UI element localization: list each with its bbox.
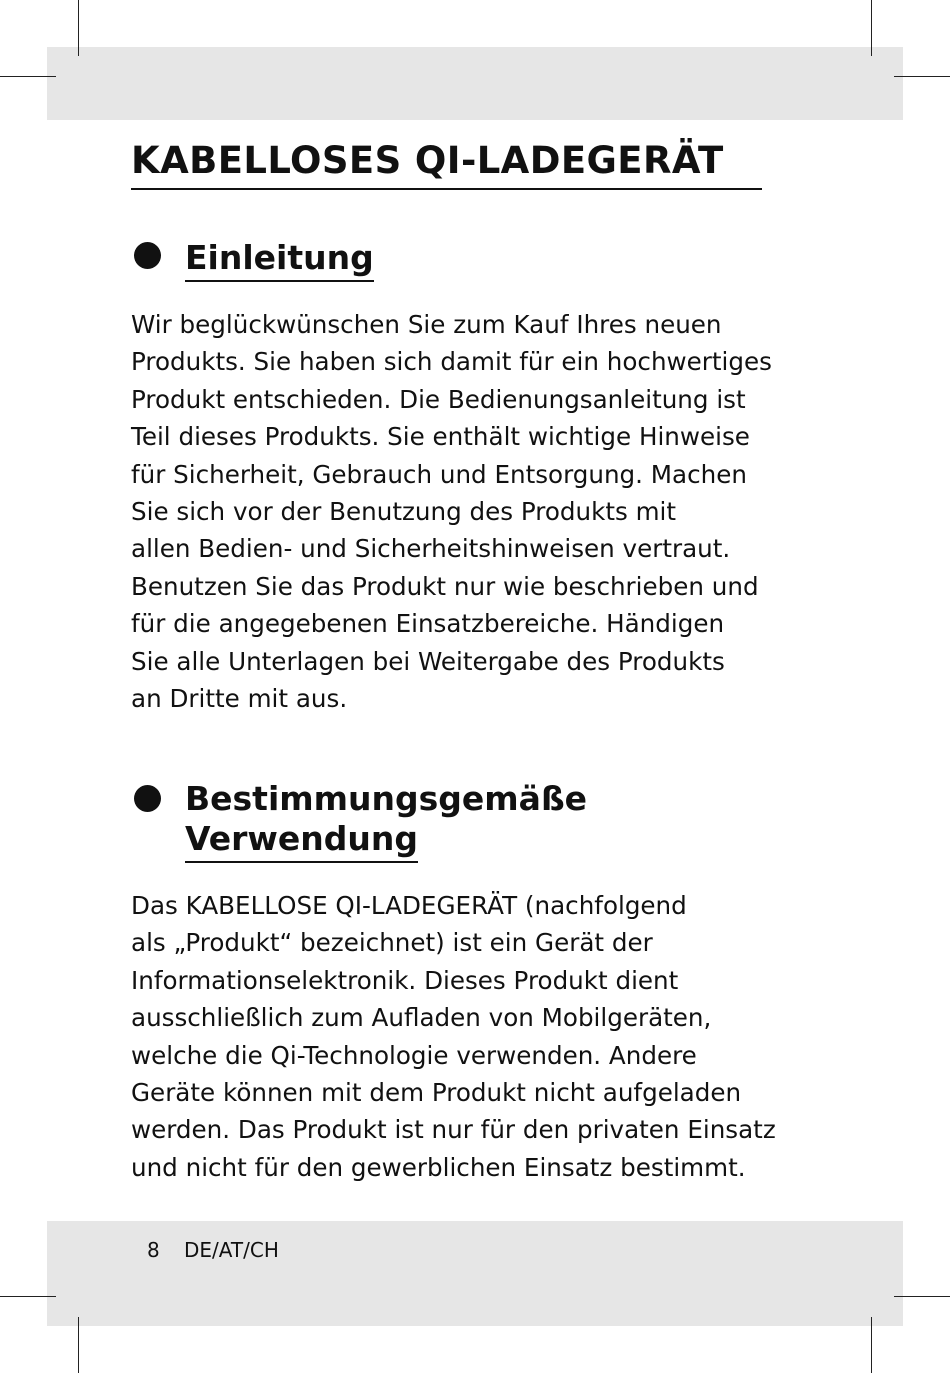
body-line: welche die Qi-Technologie verwenden. Andere xyxy=(131,1040,697,1070)
section-heading-line: Bestimmungsgemäße xyxy=(185,779,588,818)
crop-mark xyxy=(78,1317,79,1373)
body-line: Benutzen Sie das Produkt nur wie beschrieben und xyxy=(131,571,759,601)
body-line: Informationselektronik. Dieses Produkt dient xyxy=(131,965,679,995)
section-heading-bestimmungsgemaesse-verwendung xyxy=(185,779,587,859)
body-line: Produkt entschieden. Die Bedienungsanleitung ist xyxy=(131,384,746,414)
section-bullet-icon xyxy=(134,785,161,812)
section-body-einleitung xyxy=(131,306,821,717)
body-line: werden. Das Produkt ist nur für den privaten Einsatz xyxy=(131,1115,776,1145)
header-band xyxy=(47,47,903,120)
section-heading-line: Einleitung xyxy=(185,238,374,282)
body-line: ausschließlich zum Aufladen von Mobilgeräten, xyxy=(131,1003,712,1033)
body-line: Sie alle Unterlagen bei Weitergabe des Produkts xyxy=(131,646,725,676)
body-line: als „Produkt“ bezeichnet) ist ein Gerät der xyxy=(131,928,653,958)
page-title: KABELLOSES QI-LADEGERÄT xyxy=(131,136,762,190)
body-line: Teil dieses Produkts. Sie enthält wichtige Hinweise xyxy=(131,422,750,452)
footer-band xyxy=(47,1221,903,1326)
crop-mark xyxy=(871,0,872,56)
body-line: und nicht für den gewerblichen Einsatz bestimmt. xyxy=(131,1152,746,1182)
crop-mark xyxy=(0,76,56,77)
body-line: Geräte können mit dem Produkt nicht aufgeladen xyxy=(131,1078,742,1108)
body-line: für die angegebenen Einsatzbereiche. Händigen xyxy=(131,609,725,639)
section-bullet-icon xyxy=(134,242,161,269)
body-line: Das KABELLOSE QI-LADEGERÄT (nachfolgend xyxy=(131,891,687,920)
crop-mark xyxy=(871,1317,872,1373)
crop-mark xyxy=(78,0,79,56)
page-number: 8 xyxy=(147,1238,160,1262)
body-line: Sie sich vor der Benutzung des Produkts mit xyxy=(131,497,677,527)
body-line: an Dritte mit aus. xyxy=(131,684,348,714)
section-heading-line: Verwendung xyxy=(185,819,418,863)
body-line: Wir beglückwünschen Sie zum Kauf Ihres neuen xyxy=(131,310,722,339)
crop-mark xyxy=(894,1296,950,1297)
crop-mark xyxy=(894,76,950,77)
body-line: Produkts. Sie haben sich damit für ein hochwertiges xyxy=(131,347,772,377)
section-heading-einleitung xyxy=(185,238,374,278)
crop-mark xyxy=(0,1296,56,1297)
section-body-bestimmungsgemaesse-verwendung xyxy=(131,887,821,1186)
region-label: DE/AT/CH xyxy=(184,1238,279,1262)
body-line: allen Bedien- und Sicherheitshinweisen vertraut. xyxy=(131,534,731,564)
body-line: für Sicherheit, Gebrauch und Entsorgung. Machen xyxy=(131,459,747,489)
